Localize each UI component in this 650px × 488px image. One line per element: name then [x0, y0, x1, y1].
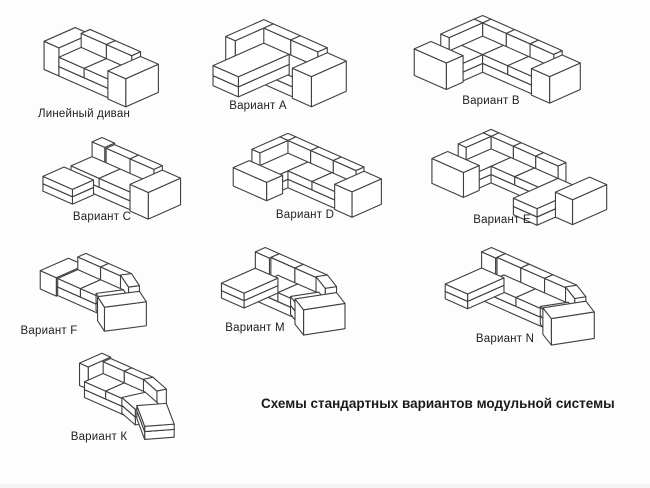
linear-sofa-drawing [32, 26, 172, 110]
variant-f-drawing [10, 252, 178, 334]
variant-label-c: Вариант С [72, 211, 132, 223]
sofa-diagram-variant-c [20, 136, 205, 222]
sofa-diagram-variant-k [20, 352, 235, 442]
variant-c-drawing [20, 136, 205, 222]
variant-a-drawing [188, 18, 373, 110]
variant-label-n: Вариант N [475, 333, 535, 345]
page-bottom-edge [0, 484, 650, 488]
variant-label-b: Вариант В [462, 95, 520, 107]
variant-d-drawing [208, 132, 408, 220]
sofa-diagram-variant-f [10, 252, 178, 334]
sofa-diagram-variant-b [398, 14, 598, 106]
variant-b-drawing [398, 14, 598, 106]
variant-label-e: Вариант Е [473, 214, 531, 226]
variant-k-drawing [20, 352, 235, 442]
sofa-diagram-variant-a [188, 18, 373, 110]
sofa-diagram-variant-d [208, 132, 408, 220]
variant-label-f: Вариант F [20, 325, 78, 337]
variant-label-linear: Линейный диван [37, 108, 131, 120]
variant-label-m: Вариант М [225, 322, 285, 334]
variant-e-drawing [410, 128, 630, 228]
page-caption: Схемы стандартных вариантов модульной системы [261, 396, 615, 411]
variant-label-k: Вариант К [70, 431, 128, 443]
variant-label-d: Вариант D [275, 209, 335, 221]
variant-label-a: Вариант А [229, 100, 287, 112]
sofa-diagram-linear [32, 26, 172, 110]
sofa-diagram-variant-e [410, 128, 630, 228]
